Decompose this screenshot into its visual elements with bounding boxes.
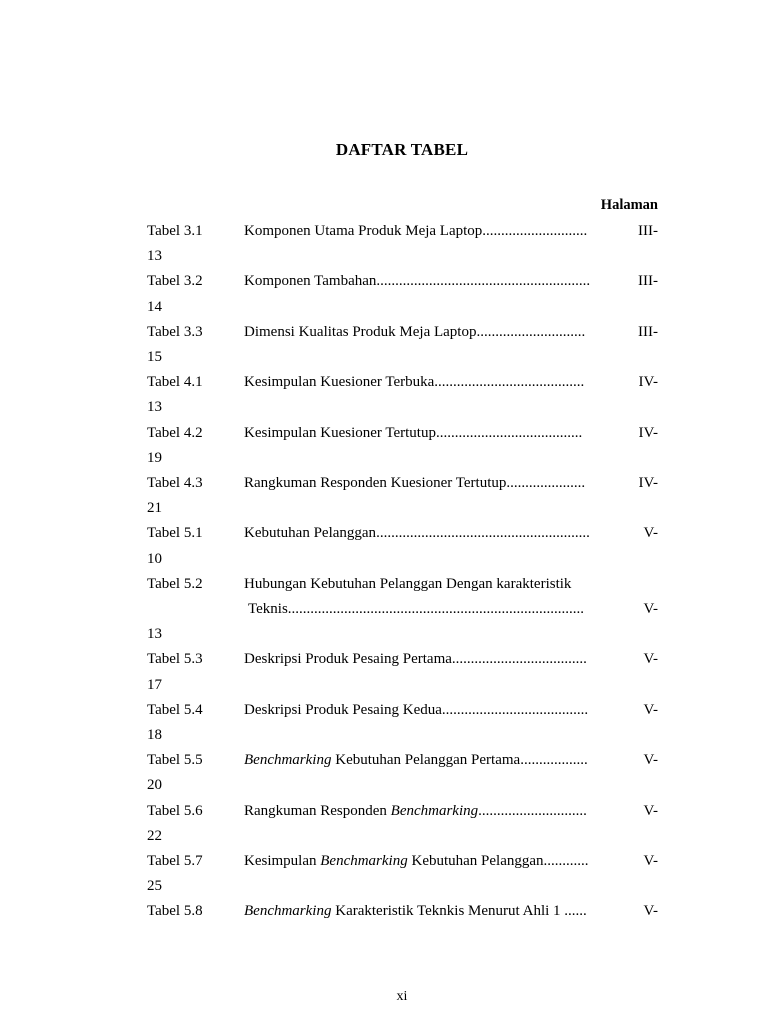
dot-leader: ..................... [506,475,586,491]
table-entry-page-continued: 19 [147,449,162,466]
table-entry-title [244,322,600,342]
table-entry-title-text: Karakteristik Teknkis Menurut Ahli 1 [331,903,565,920]
dot-leader: ............................. [476,323,586,340]
table-entry-label: Tabel 5.3 [147,651,203,668]
table-entry-page-continued: 20 [147,777,162,794]
table-entry-label: Tabel 4.2 [147,424,203,441]
table-entry-label: Tabel 5.8 [147,903,203,920]
table-entry-title-continued [248,599,600,619]
page-number-footer: xi [396,989,408,1004]
table-entry-label: Tabel 3.2 [147,273,203,290]
table-entry-page-continued: 21 [147,500,162,517]
dot-leader: ......................................................... [376,525,590,542]
table-entry-page-continued: 17 [147,676,162,693]
table-entry-title-text: Deskripsi Produk Pesaing Kedua [244,701,442,718]
table-entry-page-continued: 25 [147,878,162,895]
dot-leader: ....................................... [435,424,583,441]
table-entry-title-italic: Benchmarking [244,903,332,920]
dot-leader: ...... [564,903,587,920]
table-entry-title-italic: Benchmarking [244,752,332,769]
table-entry-title-text: Kesimpulan Kuesioner Tertutup [244,424,436,441]
table-entry-label: Tabel 5.6 [147,802,203,819]
table-entry-page: V- [643,601,658,617]
table-entry-title-text: Kesimpulan Kuesioner Terbuka [244,374,435,391]
table-entry-title [244,473,600,493]
table-entry-title [244,271,600,291]
page-title: DAFTAR TABEL [335,140,469,159]
dot-leader: ............................ [482,223,588,239]
table-entry-page-continued: 22 [147,827,162,844]
table-entry-page: III- [638,273,658,290]
table-entry-label: Tabel 5.2 [147,575,203,592]
table-entry-label: Tabel 5.7 [147,853,203,869]
table-entry-title-text: Rangkuman Responden [244,802,391,819]
table-entry-title-text: Hubungan Kebutuhan Pelanggan Dengan karakteristik [244,575,572,592]
table-entry-label: Tabel 4.1 [147,374,203,391]
dot-leader: ........................................ [434,374,585,391]
table-entry-title-text: Deskripsi Produk Pesaing Pertama [244,651,452,668]
table-entry-page: V- [643,651,658,668]
table-entry-title-italic: Benchmarking [390,802,479,819]
table-entry-page-continued: 15 [147,349,162,365]
table-entry-page-continued: 10 [147,550,162,567]
table-entry-title [244,750,600,770]
table-entry-page: IV- [638,475,658,491]
table-entry-title-text: Dimensi Kualitas Produk Meja Laptop [244,323,477,340]
table-entry-title-text: Komponen Utama Produk Meja Laptop [244,223,483,239]
table-entry-page: III- [638,323,658,340]
table-entry-title [244,372,600,392]
table-entry-title [244,801,600,821]
dot-leader: ....................................... [441,701,589,718]
table-entry-page: IV- [638,374,658,391]
dot-leader: ............................. [478,802,587,819]
table-entry-title-text: Kebutuhan Pelanggan [407,853,544,869]
dot-leader: .................................... [451,651,587,668]
table-entry-page: V- [643,525,658,542]
halaman-header: Halaman [600,197,658,213]
table-entry-page: IV- [638,424,658,441]
table-entry-title [244,574,600,594]
table-entry-page: V- [643,802,658,819]
table-entry-label: Tabel 4.3 [147,475,203,491]
dot-leader: ............ [543,853,589,869]
table-entry-title [244,649,600,669]
table-entry-page-continued: 18 [147,727,162,743]
table-entry-page-continued: 13 [147,399,162,416]
table-entry-title-italic: Benchmarking [320,853,408,869]
table-entry-title-text: Kebutuhan Pelanggan [244,525,377,542]
table-entry-page-continued: 14 [147,298,162,315]
table-entry-label: Tabel 3.3 [147,323,203,340]
table-entry-title [244,523,600,543]
table-entry-page-continued: 13 [147,626,162,643]
table-entry-title [244,901,600,921]
table-entry-page: V- [643,853,658,869]
table-entry-page-continued: 13 [147,248,162,265]
table-entry-label: Tabel 3.1 [147,223,203,239]
table-entry-label: Tabel 5.1 [147,525,203,542]
dot-leader: ......................................................... [376,273,591,290]
table-entry-title [244,221,600,241]
dot-leader: .................. [520,752,588,769]
table-entry-title-text: Kebutuhan Pelanggan Pertama [331,752,521,769]
table-entry-title-text: Rangkuman Responden Kuesioner Tertutup [244,475,507,491]
table-entry-page: III- [638,223,658,239]
table-entry-title-text: Teknis [248,601,288,617]
table-entry-title [244,423,600,443]
dot-leader: ............................................................................... [287,601,585,617]
table-entry-page: V- [643,701,658,718]
table-entry-label: Tabel 5.4 [147,701,203,718]
table-entry-page: V- [643,903,658,920]
table-entry-title [244,851,600,871]
table-entry-label: Tabel 5.5 [147,752,203,769]
table-entry-title-text: Kesimpulan [244,853,321,869]
table-entry-page: V- [643,752,658,769]
table-entry-title [244,700,600,720]
table-entry-title-text: Komponen Tambahan [244,273,377,290]
